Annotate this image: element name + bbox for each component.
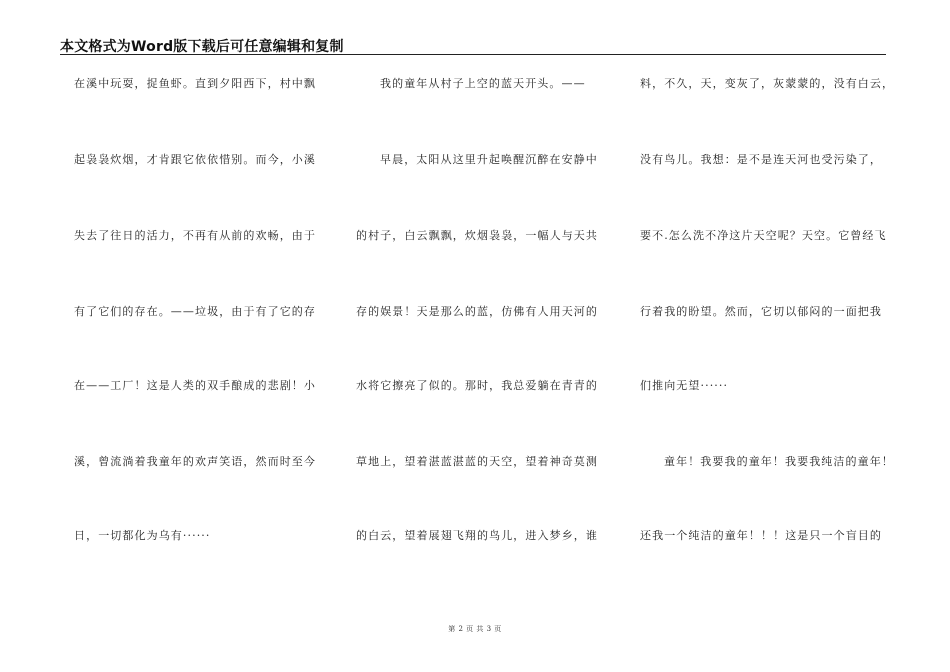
text-line: 起袅袅炊烟，才肯跟它依依惜别。而今，小溪 — [74, 153, 316, 166]
text-line: 的白云，望着展翅飞翔的鸟儿，进入梦乡，谁 — [356, 529, 598, 542]
text-line: 行着我的盼望。然而，它切以郁闷的一面把我 — [640, 305, 882, 318]
text-line: 溪，曾流淌着我童年的欢声笑语，然而时至今 — [74, 455, 316, 468]
text-line: 存的娱景！天是那么的蓝，仿佛有人用天河的 — [356, 305, 598, 318]
text-line: 我的童年从村子上空的蓝天开头。—— — [380, 77, 586, 90]
text-line: 有了它们的存在。——垃圾，由于有了它的存 — [74, 305, 316, 318]
text-line: 没有鸟儿。我想：是不是连天河也受污染了， — [640, 153, 882, 166]
text-line: 们推向无望······ — [640, 379, 729, 392]
text-line: 还我一个纯洁的童年！！！这是只一个盲目的 — [640, 529, 882, 542]
text-line: 料，不久，天，变灰了，灰蒙蒙的，没有白云， — [640, 77, 895, 90]
text-line: 在溪中玩耍，捉鱼虾。直到夕阳西下，村中飘 — [74, 77, 316, 90]
text-line: 失去了往日的活力，不再有从前的欢畅，由于 — [74, 229, 316, 242]
text-line: 童年！我要我的童年！我要我纯洁的童年！ — [664, 455, 894, 468]
header-divider — [60, 54, 886, 55]
text-line: 日，一切都化为乌有······ — [74, 529, 211, 542]
document-header-title: 本文格式为Word版下载后可任意编辑和复制 — [60, 39, 344, 55]
text-line: 早晨，太阳从这里升起唤醒沉醉在安静中 — [380, 153, 598, 166]
text-line: 水将它擦亮了似的。那时，我总爱躺在青青的 — [356, 379, 598, 392]
text-line: 要不.怎么洗不净这片天空呢？天空。它曾经飞 — [640, 229, 887, 242]
text-line: 草地上，望着湛蓝湛蓝的天空，望着神奇莫测 — [356, 455, 598, 468]
text-line: 在——工厂！这是人类的双手酿成的悲剧！小 — [74, 379, 316, 392]
text-line: 的村子，白云飘飘，炊烟袅袅，一幅人与天共 — [356, 229, 598, 242]
page-number: 第 2 页 共 3 页 — [448, 625, 502, 633]
